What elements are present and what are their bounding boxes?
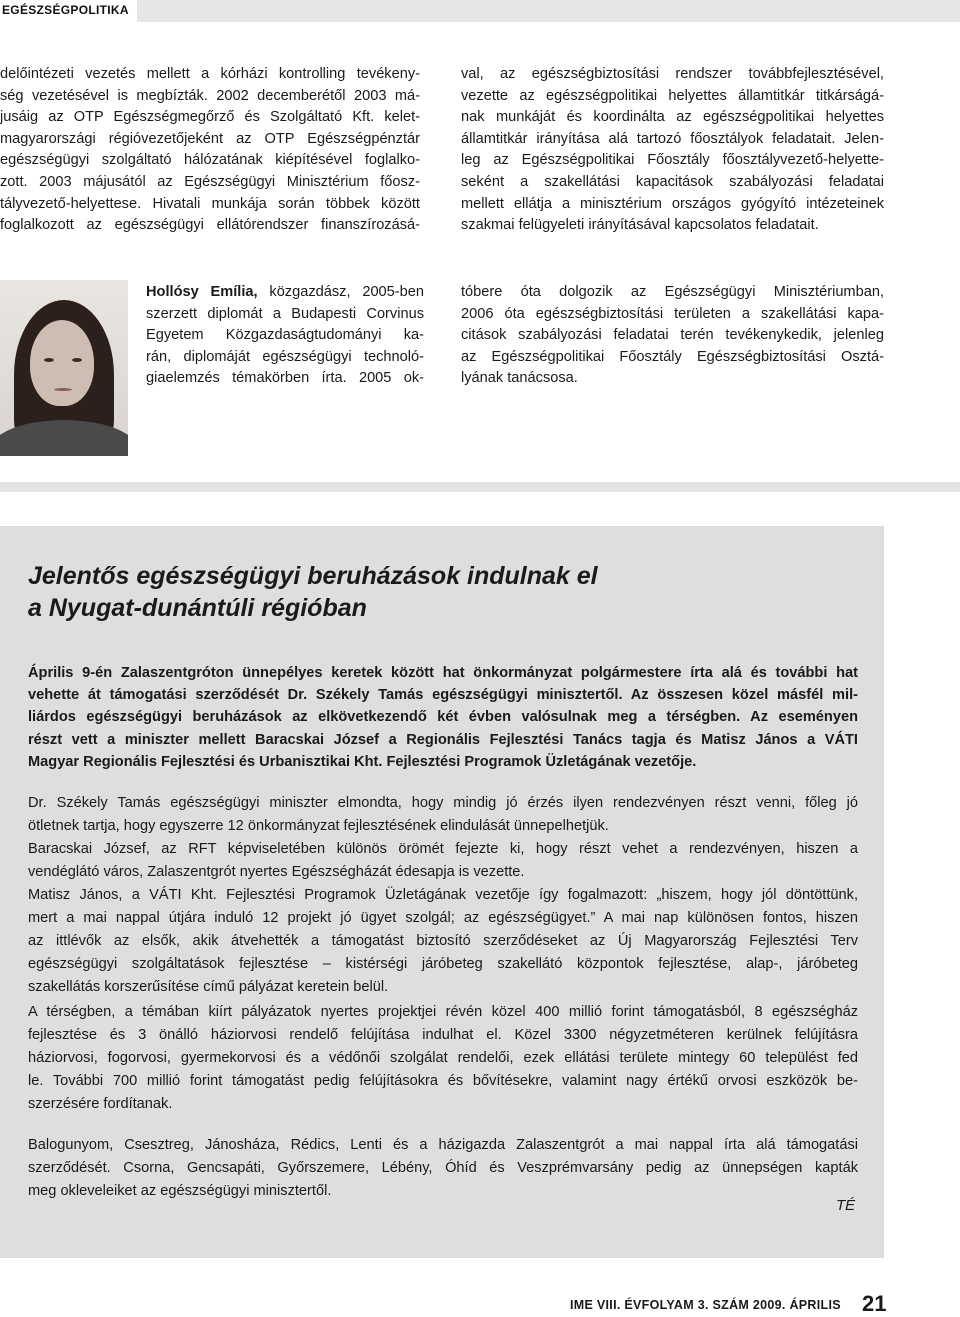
text-line: fejlesztése és 3 önálló háziorvosi rendelő felújítása indulhat el. Közel 3300 négyzetméteren kerülnek felújításra: [28, 1027, 858, 1043]
text-line: Matisz János, a VÁTI Kht. Fejlesztési Programok Üzletágának vezetője így fogalmazott: „hiszem, hogy jól döntöttünk,: [28, 887, 858, 903]
page-number: 21: [862, 1291, 887, 1316]
text-line: leg az Egészségpolitikai Főosztály főosztályvezető-helyette-: [461, 152, 884, 169]
text-line: liárdos egészségügyi beruházások az elkövetkezendő két évben valósulnak meg a térségben. Az eseményen: [28, 709, 858, 726]
text-line: Baracskai József, az RFT képviseletében különös örömét fejezte ki, hogy részt vehet a rendezvényen, hiszen a: [28, 841, 858, 857]
text-line: ötletnek tartja, hogy egyszerre 12 önkormányzat fejlesztésének elindulását ünnepelhetjük.: [28, 818, 609, 834]
text-line: A térségben, a témában kiírt pályázatok nyertes projektjei révén közel 400 millió forint támogatásból, 8 egészségház: [28, 1004, 858, 1020]
text-line: szakellátás korszerűsítése című pályázat keretein belül.: [28, 979, 389, 995]
text-line: val, az egészségbiztosítási rendszer továbbfejlesztésével,: [461, 66, 884, 82]
intro-left-column: [0, 64, 420, 237]
text-line: giaelemzés témakörben írta. 2005 ok-: [146, 370, 424, 387]
text-line: mellett ellátja a minisztérium országos gyógyító intézeteinek: [461, 195, 884, 212]
text-line: mert a mai nappal útjára induló 12 projekt jó ügyet szolgál; az egészségügyet.” A mai nap különösen fontos, hiszen: [28, 910, 858, 926]
text-line: lyának tanácsosa.: [461, 370, 578, 387]
bio-right-column: [461, 282, 884, 390]
article-title-line: a Nyugat-dunántúli régióban: [28, 594, 367, 622]
text-line: Dr. Székely Tamás egészségügyi miniszter elmondta, hogy mindig jó érzés ilyen rendezvényen részt venni, főleg jó: [28, 795, 858, 811]
text-line: seként a szakellátási kapacitások szabályozási feladatai: [461, 173, 884, 190]
text-line: vendéglátó város, Zalaszentgrót nyertes Egészségházát édesapja is vezette.: [28, 864, 525, 880]
text-line: citások szabályozási feladatai terén tevékenykedik, jelenleg: [461, 327, 884, 344]
text-line: zott. 2003 májusától az Egészségügyi Minisztérium főosz-: [0, 173, 420, 190]
section-label: EGÉSZSÉGPOLITIKA: [0, 0, 137, 22]
text-line: 2006 óta egészségbiztosítási területen a szakellátási kapa-: [461, 305, 884, 322]
portrait-eye: [44, 358, 54, 362]
intro-right-column: [461, 64, 884, 237]
section-divider: [0, 482, 960, 492]
text-line: az Egészségpolitikai Főosztály Egészségbiztosítási Osztá-: [461, 348, 884, 365]
text-line: nak munkáját és koordinálta az egészségpolitikai helyettes: [461, 109, 884, 126]
text-line: szerzett diplomát a Budapesti Corvinus: [146, 305, 424, 322]
text-line: szerzésére fordítanak.: [28, 1096, 173, 1112]
text-line: egészségügyi szolgáltató hálózatának kiépítésével foglalko-: [0, 152, 420, 169]
section-header-bar: [0, 0, 960, 22]
text-line: tályvezető-helyettese. Hivatali munkája során többek között: [0, 195, 420, 212]
text-line: ség vezetésével is megbízták. 2002 decemberétől 2003 má-: [0, 87, 420, 104]
text-line: magyarországi régióvezetőjeként az OTP Egészségpénztár: [0, 130, 420, 147]
author-signature: TÉ: [836, 1197, 856, 1214]
bio-first-line: [146, 282, 424, 304]
text-line: államtitkár irányítása alá tartozó főosztályok feladatait. Jelen-: [461, 130, 884, 147]
text-line: Egyetem Közgazdaságtudományi ka-: [146, 327, 424, 344]
portrait-eye: [72, 358, 82, 362]
text-line: tóbere óta dolgozik az Egészségügyi Minisztériumban,: [461, 284, 884, 300]
bio-first-line-rest: közgazdász, 2005-ben: [257, 284, 425, 300]
text-line: delőintézeti vezetés mellett a kórházi kontrolling tevékeny-: [0, 66, 420, 82]
text-line: egészségügyi szolgáltatások fejlesztése – kistérségi járóbeteg szakellátó központok fejlesztése, alap-, járóbeteg: [28, 956, 858, 972]
article-paragraph: [28, 792, 858, 999]
text-line: Balogunyom, Csesztreg, Jánosháza, Rédics, Lenti és a házigazda Zalaszentgrót a mai nappal írta alá támogatási: [28, 1137, 858, 1153]
text-line: Április 9-én Zalaszentgróton ünnepélyes keretek között hat önkormányzat polgármestere írta alá és további hat: [28, 665, 858, 681]
text-line: az ittlévők az elsők, akik átvehették a támogatást biztosító szerződéseket az Új Magyarország Fejlesztési Terv: [28, 933, 858, 949]
text-line: vehette át támogatási szerződését Dr. Székely Tamás egészségügyi minisztertől. Az összesen közel másfél mil-: [28, 687, 858, 704]
text-line: részt vett a miniszter mellett Baracskai József a Regionális Fejlesztési Tanács tagja és Matisz János a VÁTI: [28, 731, 858, 748]
portrait-photo: [0, 280, 128, 456]
portrait-mouth: [54, 388, 72, 391]
issue-info: IME VIII. ÉVFOLYAM 3. SZÁM 2009. ÁPRILIS: [570, 1298, 841, 1312]
text-line: foglalkozott az egészségügyi ellátórendszer finanszírozásá-: [0, 217, 420, 234]
text-line: szakmai felügyeleti irányításával kapcsolatos feladatait.: [461, 217, 819, 234]
bio-left-column: [146, 282, 424, 390]
text-line: szerződését. Csorna, Gencsapáti, Győrszemere, Lébény, Óhíd és Veszprémvarsány pedig az ünnepségen kapták: [28, 1160, 858, 1176]
text-line: rán, diplomáját egészségügyi technoló-: [146, 348, 424, 365]
portrait-shoulders: [0, 420, 128, 456]
article-title: [28, 560, 868, 624]
bio-name: Hollósy Emília,: [146, 284, 258, 300]
text-line: vezette az egészségpolitikai helyettes államtitkár titkárságá-: [461, 87, 884, 104]
text-line: meg okleveleiket az egészségügyi minisztertől.: [28, 1183, 332, 1199]
text-line: jusáig az OTP Egészségmegőrző és Szolgáltató Kft. kelet-: [0, 109, 420, 126]
portrait-face: [30, 320, 94, 406]
article-title-line: Jelentős egészségügyi beruházások indulnak el: [28, 562, 598, 590]
article-paragraph: [28, 1134, 858, 1203]
article-lead: [28, 662, 858, 773]
text-line: Magyar Regionális Fejlesztési és Urbanisztikai Kht. Fejlesztési Programok Üzletágának vezetője.: [28, 753, 697, 770]
text-line: háziorvosi, fogorvosi, gyermekorvosi és a védőnői szolgálat rendelői, ezek ellátási területe mintegy 60 települést fed: [28, 1050, 858, 1066]
article-paragraph: [28, 1001, 858, 1116]
text-line: le. További 700 millió forint támogatást pedig felújításokra és bővítésekre, valamint nagy értékű orvosi eszközök be-: [28, 1073, 858, 1089]
